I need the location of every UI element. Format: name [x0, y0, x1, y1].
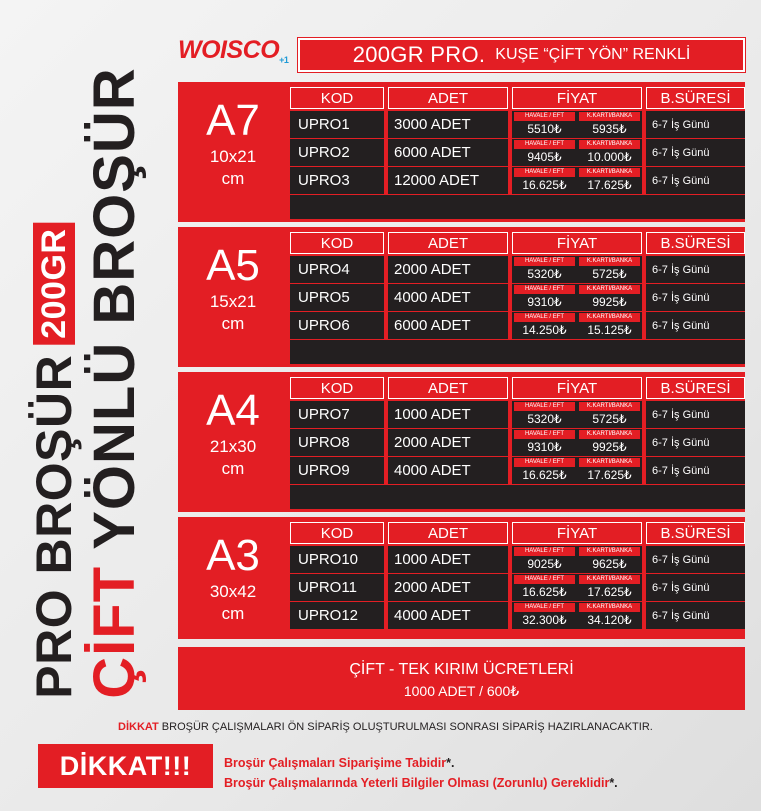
kart-label: K.KARTI/BANKA [579, 140, 640, 149]
kart-label: K.KARTI/BANKA [579, 603, 640, 612]
price-values [512, 266, 642, 282]
delivery-time: 6-7 İş Günü [646, 429, 745, 456]
havale-price: 32.300₺ [522, 613, 567, 627]
havale-label: HAVALE / EFT [514, 547, 575, 556]
havale-price: 16.625₺ [522, 585, 567, 599]
size-label-box [178, 227, 288, 335]
havale-label: HAVALE / EFT [514, 430, 575, 439]
delivery-time: 6-7 İş Günü [646, 111, 745, 138]
havale-label: HAVALE / EFT [514, 140, 575, 149]
pro-brosur-text: PRO BROŞÜR [26, 354, 82, 699]
price-labels [512, 402, 642, 411]
column-header-fiyat: FİYAT [512, 87, 642, 109]
price-values [512, 612, 642, 628]
section-divider-strip [290, 485, 745, 509]
kart-label: K.KARTI/BANKA [579, 575, 640, 584]
price-cell [512, 111, 642, 138]
brand-logo-text: WOISCO [178, 36, 280, 64]
price-cell [512, 312, 642, 339]
kart-price: 15.125₺ [587, 323, 632, 337]
kart-price: 34.120₺ [587, 613, 632, 627]
kart-price: 5725₺ [592, 267, 627, 281]
price-cell [512, 574, 642, 601]
kart-label: K.KARTI/BANKA [579, 313, 640, 322]
size-label-box [178, 372, 288, 480]
kart-price: 9925₺ [592, 440, 627, 454]
size-section-a3 [178, 517, 745, 639]
havale-price: 5510₺ [527, 122, 562, 136]
size-section-a5 [178, 227, 745, 367]
kart-price: 9625₺ [592, 557, 627, 571]
price-labels [512, 430, 642, 439]
havale-label: HAVALE / EFT [514, 402, 575, 411]
price-values [512, 467, 642, 483]
size-dimensions: 30x42 [209, 582, 257, 601]
column-header-sure: B.SÜRESİ [646, 522, 745, 544]
notes-list [224, 753, 618, 793]
size-label-box [178, 517, 288, 625]
size-dimensions: 15x21 [209, 292, 257, 311]
kart-price: 5725₺ [592, 412, 627, 426]
quantity: 1000 ADET [388, 546, 508, 573]
kart-label: K.KARTI/BANKA [579, 168, 640, 177]
havale-price: 9310₺ [527, 440, 562, 454]
column-header-kod: KOD [290, 87, 384, 109]
column-header-sure: B.SÜRESİ [646, 377, 745, 399]
size-section-a7 [178, 82, 745, 222]
kart-price: 9925₺ [592, 295, 627, 309]
column-header-fiyat: FİYAT [512, 232, 642, 254]
havale-label: HAVALE / EFT [514, 575, 575, 584]
column-header-fiyat: FİYAT [512, 522, 642, 544]
quantity: 6000 ADET [388, 139, 508, 166]
havale-price: 16.625₺ [522, 178, 567, 192]
size-unit: cm [221, 604, 245, 623]
table-row [290, 602, 745, 629]
product-code: UPRO2 [290, 139, 384, 166]
table-row [290, 312, 745, 339]
price-values [512, 149, 642, 165]
gram-badge: 200GR [33, 223, 75, 345]
price-values [512, 177, 642, 193]
size-section-a4 [178, 372, 745, 512]
brand-logo [178, 36, 296, 68]
size-name: A7 [206, 96, 260, 145]
brand-logo-suffix: +1 [279, 55, 289, 65]
price-labels [512, 257, 642, 266]
delivery-time: 6-7 İş Günü [646, 401, 745, 428]
havale-label: HAVALE / EFT [514, 112, 575, 121]
note-text: Broşür Çalışmaları Siparişime Tabidir [224, 756, 447, 770]
table-row [290, 401, 745, 428]
kart-label: K.KARTI/BANKA [579, 402, 640, 411]
table-row [290, 457, 745, 484]
size-name: A3 [206, 531, 260, 580]
column-header-sure: B.SÜRESİ [646, 87, 745, 109]
column-header-adet: ADET [388, 232, 508, 254]
table-row [290, 111, 745, 138]
kart-price: 17.625₺ [587, 178, 632, 192]
quantity: 6000 ADET [388, 312, 508, 339]
table-row [290, 546, 745, 573]
vertical-title-line2 [83, 67, 147, 698]
price-labels [512, 603, 642, 612]
quantity: 2000 ADET [388, 429, 508, 456]
section-divider-strip [290, 340, 745, 364]
product-code: UPRO10 [290, 546, 384, 573]
kart-label: K.KARTI/BANKA [579, 112, 640, 121]
delivery-time: 6-7 İş Günü [646, 457, 745, 484]
product-header [298, 38, 745, 72]
quantity: 4000 ADET [388, 284, 508, 311]
kart-label: K.KARTI/BANKA [579, 257, 640, 266]
delivery-time: 6-7 İş Günü [646, 139, 745, 166]
product-code: UPRO1 [290, 111, 384, 138]
product-code: UPRO7 [290, 401, 384, 428]
price-labels [512, 575, 642, 584]
quantity: 4000 ADET [388, 602, 508, 629]
dikkat-banner: DİKKAT!!! [38, 744, 213, 788]
price-values [512, 121, 642, 137]
product-code: UPRO5 [290, 284, 384, 311]
product-code: UPRO6 [290, 312, 384, 339]
kart-price: 17.625₺ [587, 468, 632, 482]
column-header-kod: KOD [290, 232, 384, 254]
kart-label: K.KARTI/BANKA [579, 547, 640, 556]
note-star: *. [446, 756, 455, 770]
product-header-sub: KUŞE “ÇİFT YÖN” RENKLİ [495, 46, 691, 63]
size-dimensions: 21x30 [209, 437, 257, 456]
kart-label: K.KARTI/BANKA [579, 458, 640, 467]
price-labels [512, 285, 642, 294]
quantity: 1000 ADET [388, 401, 508, 428]
price-cell [512, 429, 642, 456]
price-cell [512, 457, 642, 484]
product-header-main: 200GR PRO. [352, 42, 486, 67]
havale-price: 5320₺ [527, 267, 562, 281]
havale-price: 9405₺ [527, 150, 562, 164]
delivery-time: 6-7 İş Günü [646, 574, 745, 601]
vertical-title [0, 0, 173, 715]
price-values [512, 584, 642, 600]
column-header-adet: ADET [388, 522, 508, 544]
yonlu-brosur-text: YÖNLÜ BROŞÜR [82, 67, 147, 550]
price-values [512, 411, 642, 427]
kart-price: 17.625₺ [587, 585, 632, 599]
price-labels [512, 458, 642, 467]
warning-text: BROŞÜR ÇALIŞMALARI ÖN SİPARİŞ OLUŞTURULMASI SONRASI SİPARİŞ HAZIRLANACAKTIR. [161, 721, 653, 733]
vertical-title-line1 [25, 67, 83, 698]
size-unit: cm [221, 459, 245, 478]
delivery-time: 6-7 İş Günü [646, 602, 745, 629]
product-code: UPRO4 [290, 256, 384, 283]
price-values [512, 439, 642, 455]
price-cell [512, 256, 642, 283]
warning-line [118, 721, 748, 733]
havale-label: HAVALE / EFT [514, 603, 575, 612]
delivery-time: 6-7 İş Günü [646, 167, 745, 194]
column-header-kod: KOD [290, 377, 384, 399]
table-row [290, 574, 745, 601]
price-values [512, 556, 642, 572]
product-code: UPRO8 [290, 429, 384, 456]
havale-label: HAVALE / EFT [514, 285, 575, 294]
price-labels [512, 140, 642, 149]
havale-label: HAVALE / EFT [514, 257, 575, 266]
delivery-time: 6-7 İş Günü [646, 284, 745, 311]
price-values [512, 322, 642, 338]
table-row [290, 167, 745, 194]
size-unit: cm [221, 314, 245, 333]
delivery-time: 6-7 İş Günü [646, 256, 745, 283]
note-item [224, 753, 618, 773]
product-code: UPRO11 [290, 574, 384, 601]
note-text: Broşür Çalışmalarında Yeterli Bilgiler Olması (Zorunlu) Gereklidir [224, 776, 610, 790]
size-name: A4 [206, 386, 260, 435]
quantity: 3000 ADET [388, 111, 508, 138]
price-labels [512, 547, 642, 556]
quantity: 2000 ADET [388, 574, 508, 601]
vertical-title-text [25, 67, 147, 698]
size-label-box [178, 82, 288, 190]
delivery-time: 6-7 İş Günü [646, 312, 745, 339]
havale-label: HAVALE / EFT [514, 458, 575, 467]
cift-text: ÇİFT [82, 565, 147, 699]
price-cell [512, 546, 642, 573]
size-unit: cm [221, 169, 245, 188]
havale-price: 16.625₺ [522, 468, 567, 482]
havale-price: 14.250₺ [522, 323, 567, 337]
column-header-kod: KOD [290, 522, 384, 544]
havale-label: HAVALE / EFT [514, 168, 575, 177]
table-row [290, 256, 745, 283]
kart-price: 5935₺ [592, 122, 627, 136]
size-dimensions: 10x21 [209, 147, 257, 166]
price-labels [512, 112, 642, 121]
delivery-time: 6-7 İş Günü [646, 546, 745, 573]
kart-label: K.KARTI/BANKA [579, 430, 640, 439]
kart-label: K.KARTI/BANKA [579, 285, 640, 294]
table-row [290, 284, 745, 311]
folding-fee-box [178, 647, 745, 710]
column-header-fiyat: FİYAT [512, 377, 642, 399]
warning-label: DİKKAT [118, 721, 159, 733]
note-star: *. [609, 776, 618, 790]
price-cell [512, 167, 642, 194]
price-cell [512, 139, 642, 166]
folding-fee-title: ÇİFT - TEK KIRIM ÜCRETLERİ [349, 661, 574, 678]
price-cell [512, 602, 642, 629]
quantity: 12000 ADET [388, 167, 508, 194]
column-header-adet: ADET [388, 87, 508, 109]
havale-price: 5320₺ [527, 412, 562, 426]
column-header-adet: ADET [388, 377, 508, 399]
quantity: 4000 ADET [388, 457, 508, 484]
havale-price: 9310₺ [527, 295, 562, 309]
product-code: UPRO9 [290, 457, 384, 484]
quantity: 2000 ADET [388, 256, 508, 283]
section-divider-strip [290, 195, 745, 219]
price-cell [512, 401, 642, 428]
note-item [224, 773, 618, 793]
havale-price: 9025₺ [527, 557, 562, 571]
size-name: A5 [206, 241, 260, 290]
column-header-sure: B.SÜRESİ [646, 232, 745, 254]
product-code: UPRO12 [290, 602, 384, 629]
folding-fee-price: 1000 ADET / 600₺ [403, 683, 520, 699]
price-cell [512, 284, 642, 311]
table-row [290, 429, 745, 456]
product-code: UPRO3 [290, 167, 384, 194]
kart-price: 10.000₺ [587, 150, 632, 164]
havale-label: HAVALE / EFT [514, 313, 575, 322]
price-labels [512, 168, 642, 177]
price-labels [512, 313, 642, 322]
price-values [512, 294, 642, 310]
table-row [290, 139, 745, 166]
